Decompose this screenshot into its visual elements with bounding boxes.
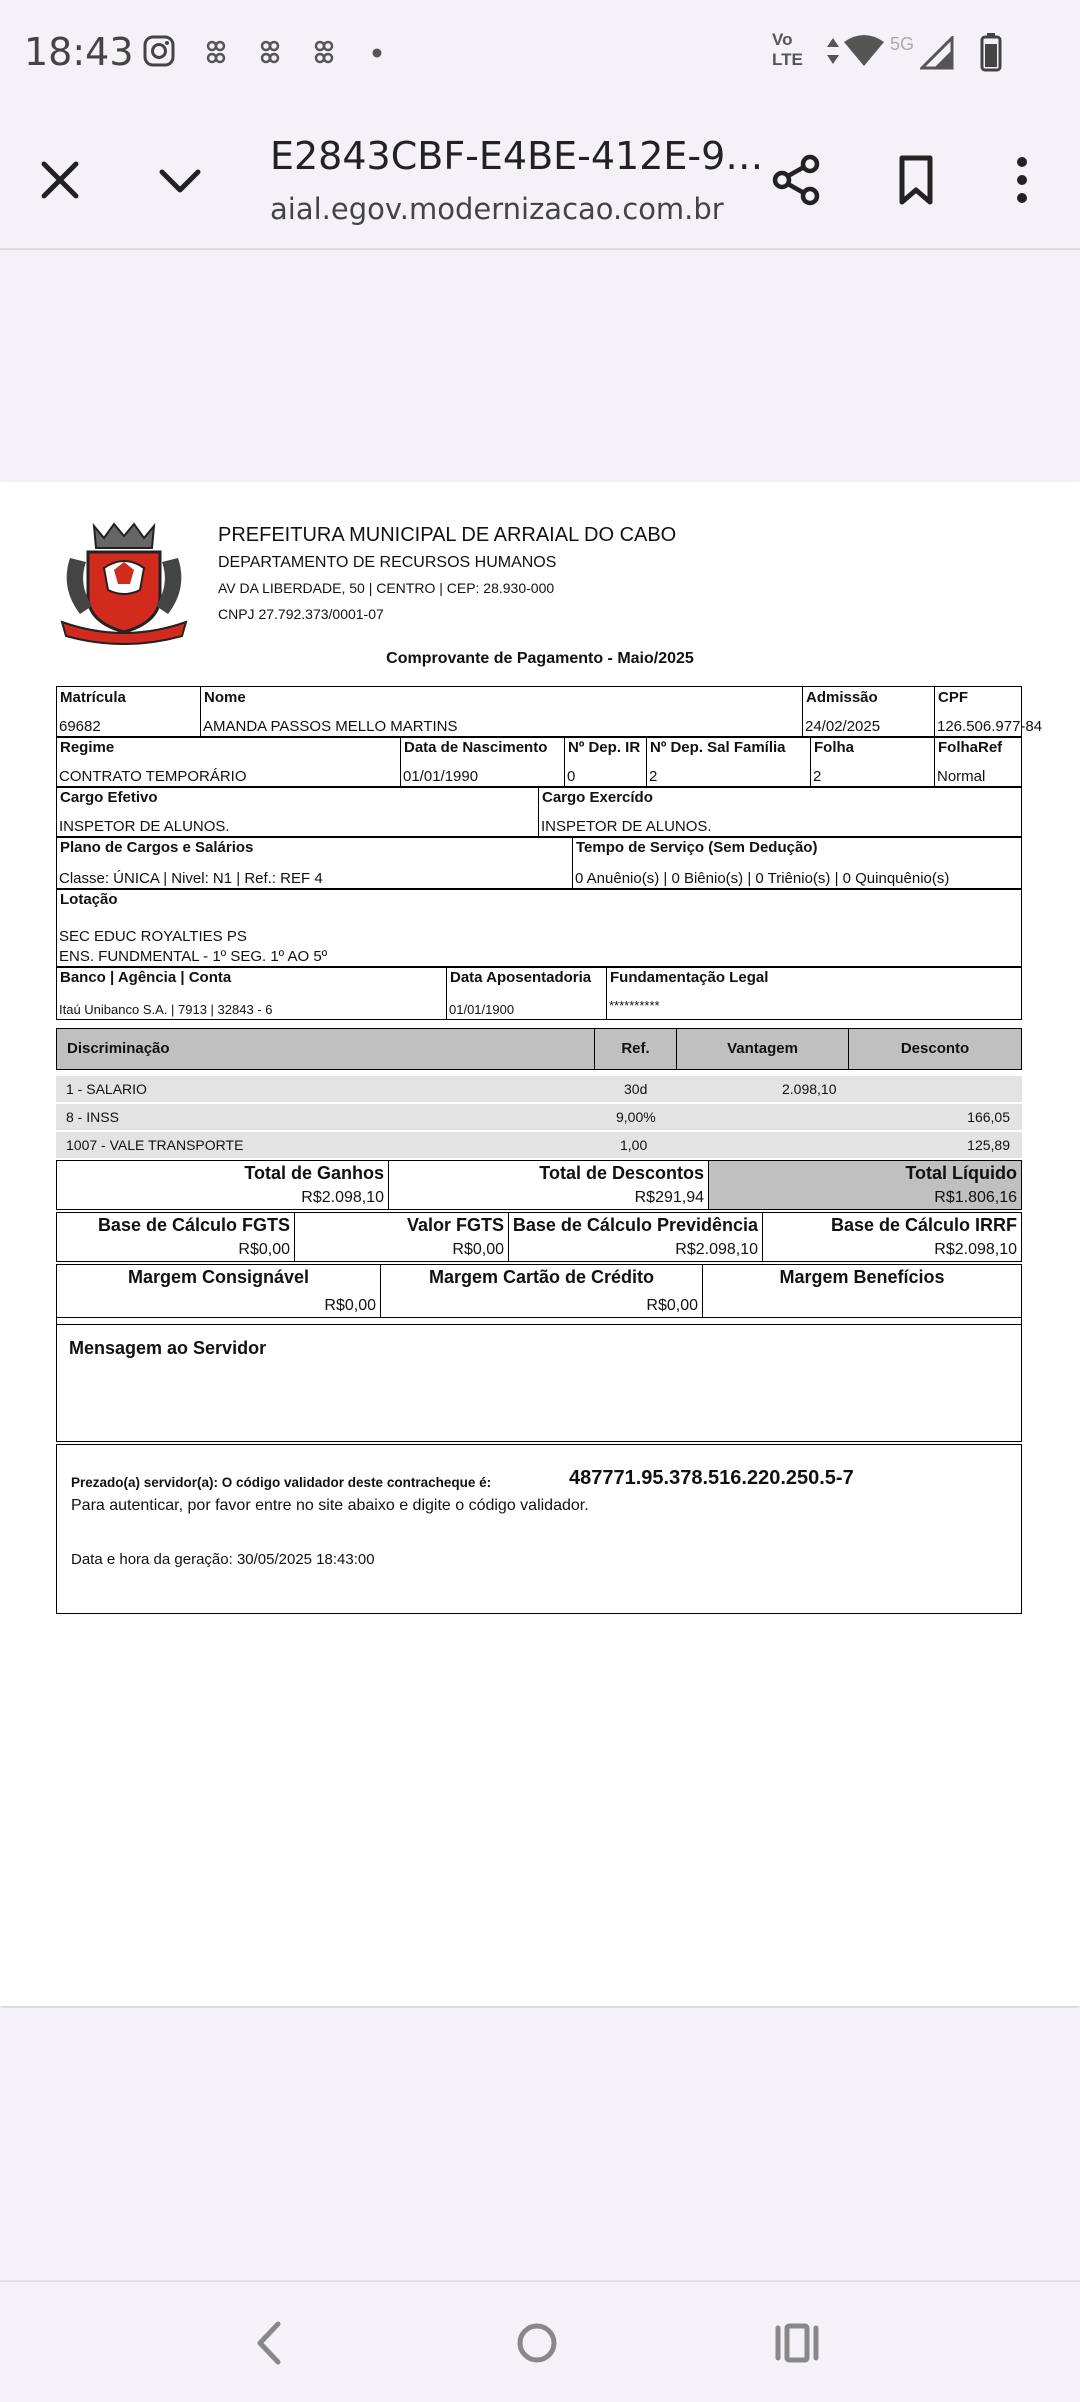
back-icon[interactable] — [244, 2316, 294, 2370]
more-notifications-dot-icon — [372, 48, 382, 58]
info-row-banco — [56, 966, 1022, 1020]
label-valor-fgts: Valor FGTS — [406, 1215, 504, 1235]
label-regime: Regime — [60, 739, 115, 756]
label-tempo-servico: Tempo de Serviço (Sem Dedução) — [576, 839, 818, 856]
label-total-liquido: Total Líquido — [905, 1163, 1017, 1183]
label-dep-sal-familia: Nº Dep. Sal Família — [650, 739, 786, 756]
info-row-lotacao — [56, 888, 1022, 968]
info-row-1 — [56, 686, 1043, 738]
row-desconto: 125,89 — [967, 1137, 1010, 1153]
label-lotacao: Lotação — [60, 891, 118, 908]
label-base-fgts: Base de Cálculo FGTS — [97, 1215, 290, 1235]
row-vantagem: 2.098,10 — [782, 1081, 837, 1097]
value-lotacao-line1: SEC EDUC ROYALTIES PS — [59, 928, 247, 945]
label-aposentadoria: Data Aposentadoria — [450, 969, 592, 986]
value-regime: CONTRATO TEMPORÁRIO — [59, 768, 247, 785]
label-banco: Banco | Agência | Conta — [60, 969, 232, 986]
value-margem-cartao: R$0,00 — [646, 1297, 698, 1314]
label-total-ganhos: Total de Ganhos — [244, 1163, 384, 1183]
row-desc: 1 - SALARIO — [66, 1081, 147, 1097]
close-icon[interactable] — [30, 150, 90, 210]
home-icon[interactable] — [510, 2316, 564, 2370]
label-matricula: Matrícula — [60, 689, 126, 706]
org-name: PREFEITURA MUNICIPAL DE ARRAIAL DO CABO — [218, 524, 677, 546]
app-notification-icon — [258, 40, 282, 66]
value-lotacao-line2: ENS. FUNDMENTAL - 1º SEG. 1º AO 5º — [59, 948, 328, 965]
value-admissao: 24/02/2025 — [805, 718, 881, 735]
label-margem-beneficios: Margem Benefícios — [779, 1267, 945, 1287]
label-nome: Nome — [204, 689, 246, 706]
message-label: Mensagem ao Servidor — [69, 1338, 267, 1358]
label-cargo-exercido: Cargo Exercído — [542, 789, 653, 806]
system-nav-bar — [0, 2280, 1080, 2402]
wifi-icon — [842, 34, 886, 68]
message-box — [56, 1318, 1022, 1442]
bases-row — [56, 1212, 1022, 1262]
value-matricula: 69682 — [59, 718, 101, 735]
col-ref: Ref. — [595, 1029, 677, 1069]
value-margem-consignavel: R$0,00 — [324, 1297, 376, 1314]
info-row-2 — [56, 736, 1022, 788]
value-total-ganhos: R$2.098,10 — [301, 1189, 384, 1206]
row-ref: 1,00 — [620, 1137, 648, 1153]
payslip-title: Comprovante de Pagamento - Maio/2025 — [386, 650, 694, 667]
discrimination-header — [56, 1028, 1022, 1070]
label-base-irrf: Base de Cálculo IRRF — [830, 1215, 1017, 1235]
value-cargo-exercido: INSPETOR DE ALUNOS. — [541, 818, 712, 835]
totals-row — [56, 1160, 1022, 1210]
value-total-descontos: R$291,94 — [634, 1189, 704, 1206]
col-desconto: Desconto — [900, 1040, 970, 1057]
value-folharef: Normal — [937, 768, 986, 785]
label-fundamentacao: Fundamentação Legal — [610, 969, 769, 986]
label-total-descontos: Total de Descontos — [539, 1163, 704, 1183]
info-row-3 — [56, 786, 1022, 838]
org-cnpj: CNPJ 27.792.373/0001-07 — [218, 606, 384, 622]
network-type: 5G — [890, 34, 915, 54]
value-nascimento: 01/01/1990 — [403, 768, 479, 785]
browser-toolbar — [0, 106, 1080, 250]
value-plano-cargos: Classe: ÚNICA | Nivel: N1 | Ref.: REF 4 — [59, 870, 323, 887]
validation-prefix: Prezado(a) servidor(a): O código validador deste contracheque é: — [71, 1475, 492, 1490]
battery-icon — [980, 32, 1002, 72]
chevron-down-icon[interactable] — [150, 150, 210, 210]
table-row — [56, 1132, 1022, 1158]
value-cargo-efetivo: INSPETOR DE ALUNOS. — [59, 818, 230, 835]
value-base-irrf: R$2.098,10 — [934, 1241, 1017, 1258]
value-tempo-servico: 0 Anuênio(s) | 0 Biênio(s) | 0 Triênio(s) | 0 Quinquênio(s) — [575, 870, 950, 887]
row-desc: 8 - INSS — [66, 1109, 119, 1125]
label-base-previdencia: Base de Cálculo Previdência — [512, 1215, 758, 1235]
col-discriminacao: Discriminação — [57, 1029, 595, 1069]
org-address: AV DA LIBERDADE, 50 | CENTRO | CEP: 28.930-000 — [218, 580, 555, 596]
value-folha: 2 — [813, 768, 822, 785]
table-row — [56, 1076, 1022, 1102]
info-row-4 — [56, 836, 1022, 890]
value-banco: Itaú Unibanco S.A. | 7913 | 32843 - 6 — [59, 1002, 273, 1017]
signal-icon — [920, 36, 954, 70]
clock: 18:43 — [24, 30, 134, 74]
row-ref: 9,00% — [616, 1109, 656, 1125]
app-notification-icon — [204, 40, 228, 66]
margins-row — [56, 1264, 1022, 1318]
page-title: E2843CBF-E4BE-412E-9… — [270, 134, 764, 178]
value-aposentadoria: 01/01/1900 — [449, 1002, 515, 1017]
col-vantagem: Vantagem — [677, 1029, 849, 1069]
label-folha: Folha — [814, 739, 854, 756]
document-gap — [0, 250, 1080, 482]
payslip-document — [0, 482, 1080, 2006]
city-crest-logo — [56, 518, 192, 646]
instagram-icon — [142, 34, 176, 68]
row-desc: 1007 - VALE TRANSPORTE — [66, 1137, 244, 1153]
label-folharef: FolhaRef — [938, 739, 1003, 756]
label-nascimento: Data de Nascimento — [404, 739, 548, 756]
bookmark-icon[interactable] — [886, 150, 946, 210]
data-arrows-icon — [826, 36, 840, 66]
generation-datetime: Data e hora da geração: 30/05/2025 18:43:00 — [71, 1551, 375, 1568]
value-base-previdencia: R$2.098,10 — [675, 1241, 758, 1258]
value-dep-ir: 0 — [567, 768, 576, 785]
label-plano-cargos: Plano de Cargos e Salários — [60, 839, 254, 856]
label-admissao: Admissão — [806, 689, 878, 706]
value-cpf: 126.506.977-84 — [937, 718, 1043, 735]
label-margem-consignavel: Margem Consignável — [127, 1267, 310, 1287]
label-margem-cartao: Margem Cartão de Crédito — [428, 1267, 655, 1287]
status-bar — [0, 0, 1080, 106]
share-icon[interactable] — [766, 150, 826, 210]
label-dep-ir: Nº Dep. IR — [568, 739, 641, 756]
value-dep-sal-familia: 2 — [649, 768, 658, 785]
volte-indicator: Vo LTE — [772, 30, 803, 69]
table-row — [56, 1104, 1022, 1130]
more-options-icon[interactable] — [992, 150, 1052, 210]
recents-icon[interactable] — [770, 2316, 824, 2370]
value-valor-fgts: R$0,00 — [452, 1241, 504, 1258]
label-cargo-efetivo: Cargo Efetivo — [60, 789, 158, 806]
value-total-liquido: R$1.806,16 — [934, 1189, 1017, 1206]
value-nome: AMANDA PASSOS MELLO MARTINS — [203, 718, 458, 735]
app-notification-icon — [312, 40, 336, 66]
validation-instructions: Para autenticar, por favor entre no site abaixo e digite o código validador. — [71, 1497, 589, 1514]
value-base-fgts: R$0,00 — [238, 1241, 290, 1258]
page-url[interactable]: aial.egov.modernizacao.com.br — [270, 192, 724, 226]
row-ref: 30d — [624, 1081, 648, 1097]
validation-code: 487771.95.378.516.220.250.5-7 — [569, 1467, 854, 1489]
row-desconto: 166,05 — [967, 1109, 1010, 1125]
department-name: DEPARTAMENTO DE RECURSOS HUMANOS — [218, 554, 557, 571]
value-fundamentacao: ********** — [609, 998, 660, 1013]
label-cpf: CPF — [938, 689, 968, 706]
validation-box — [56, 1444, 1022, 1614]
